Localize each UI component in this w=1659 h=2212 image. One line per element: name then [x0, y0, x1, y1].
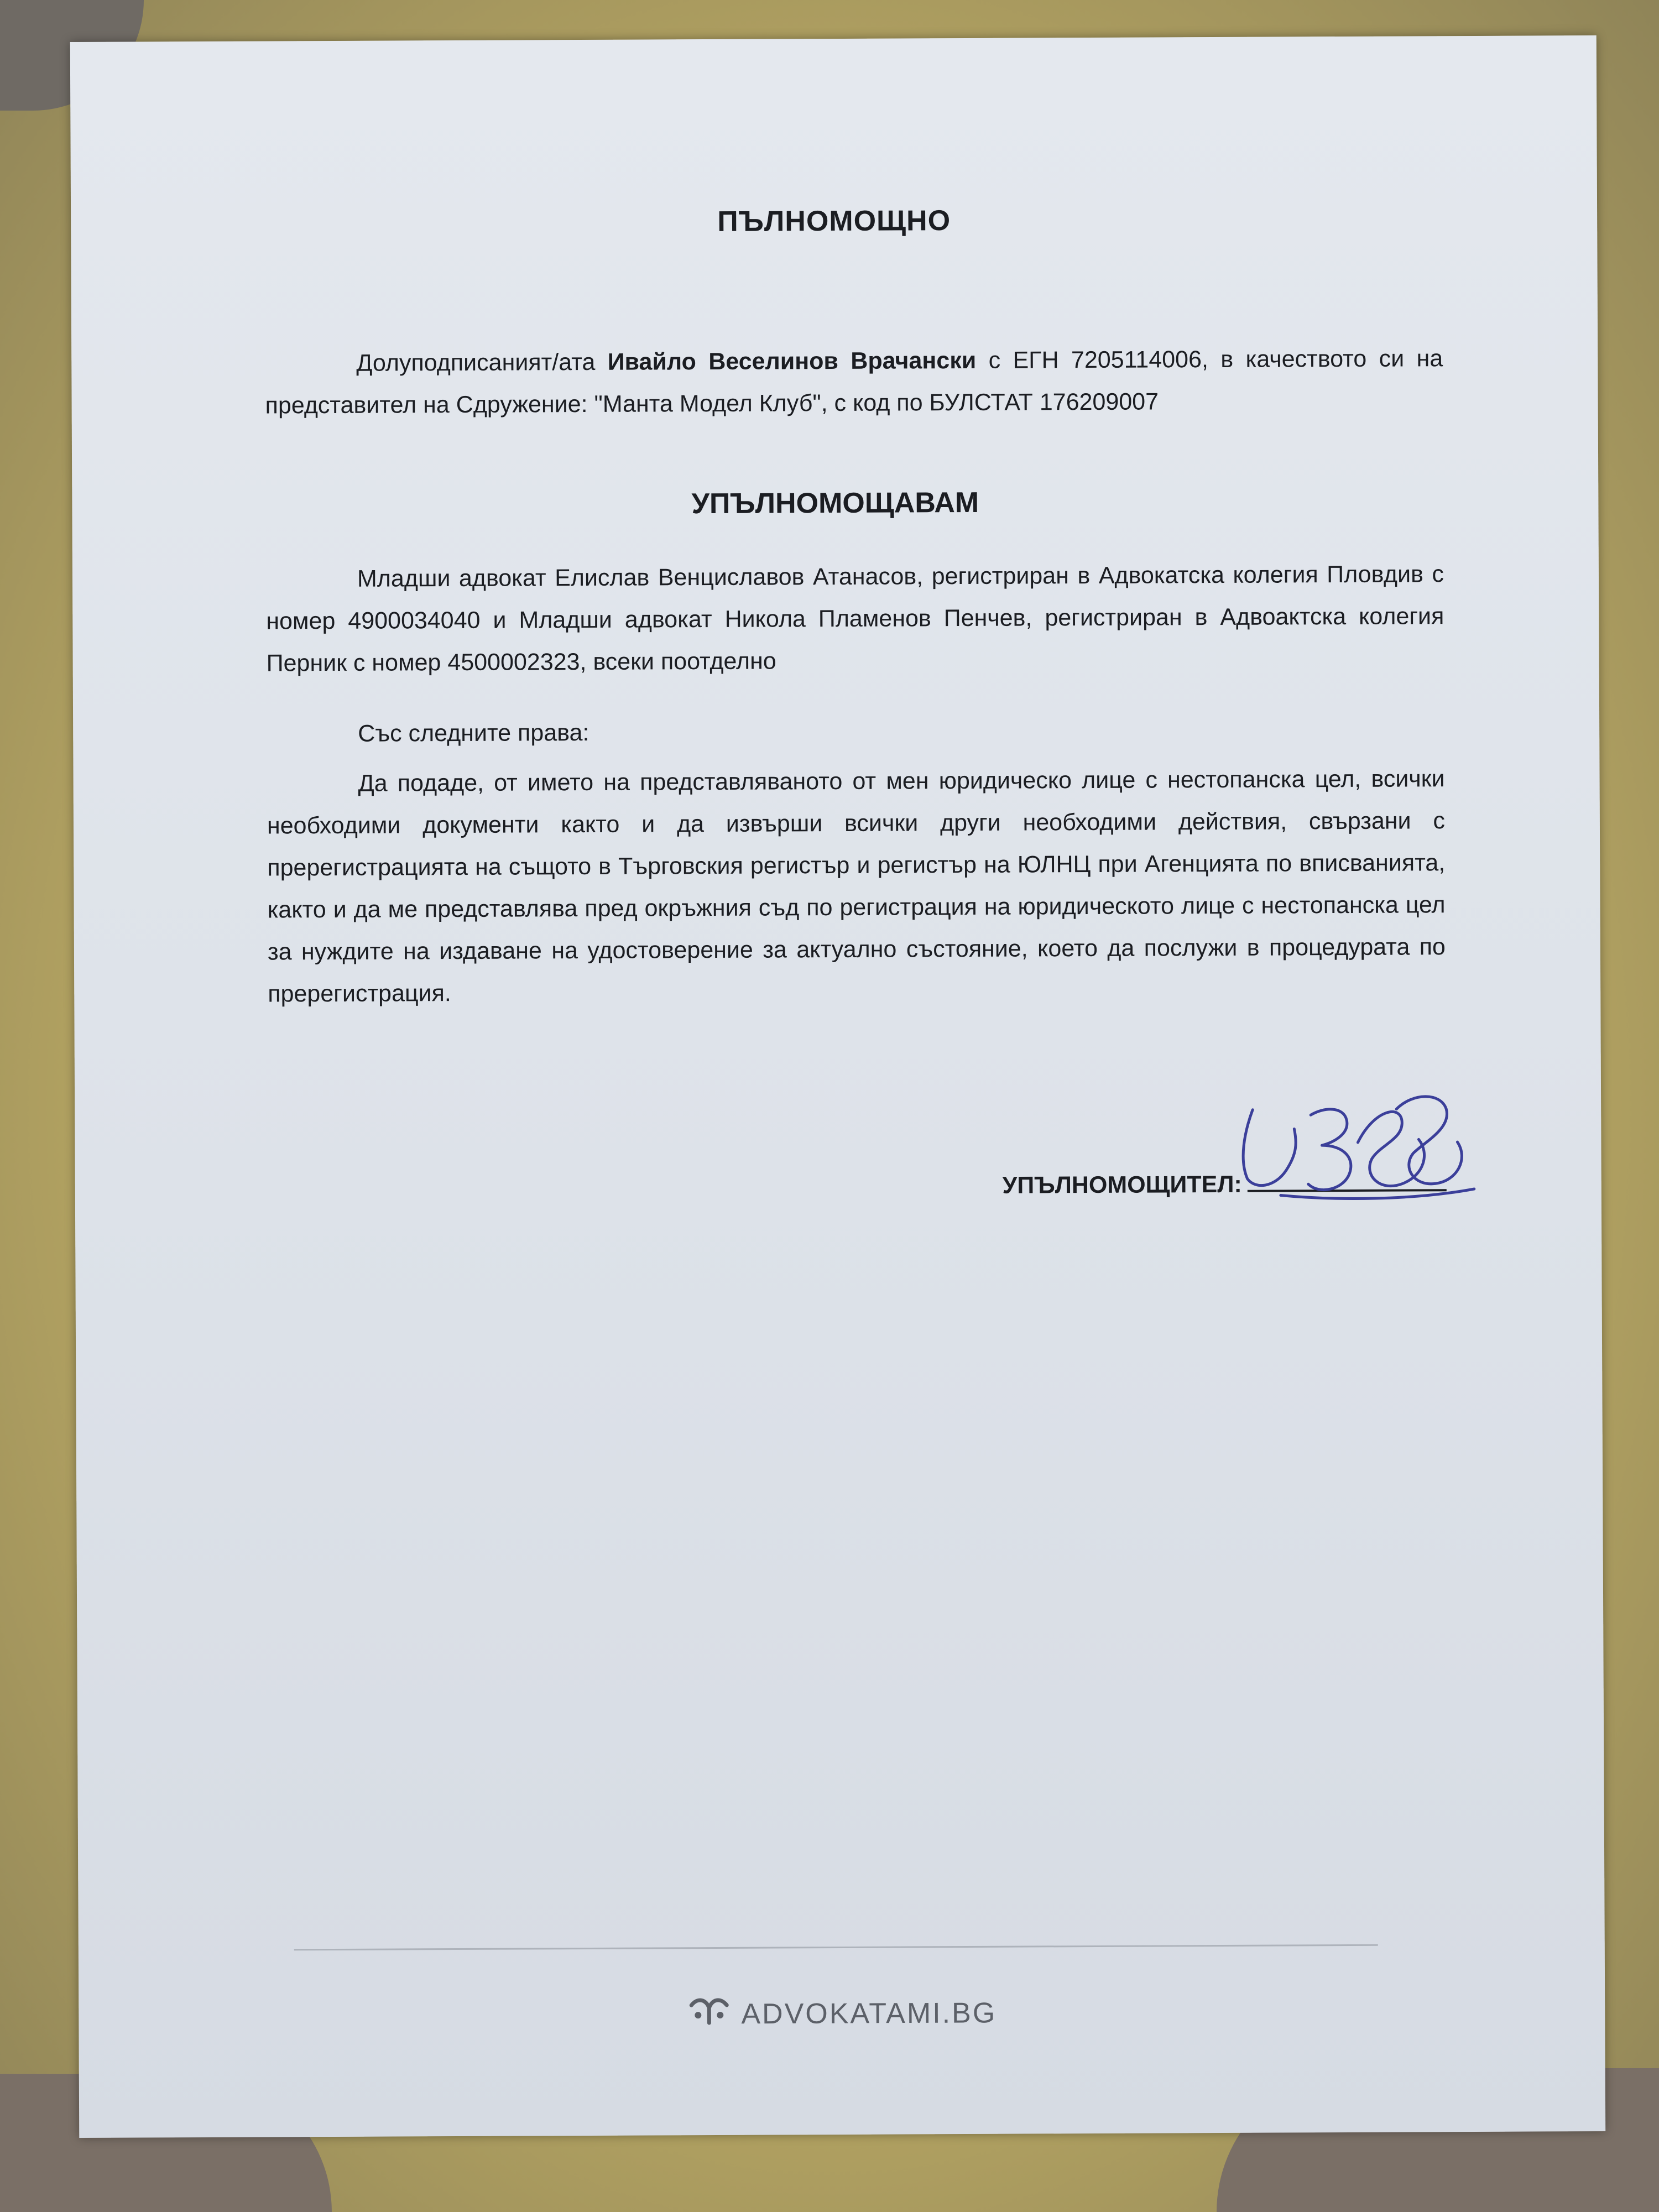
handwritten-signature: [1214, 1076, 1502, 1220]
rights-text: Да подаде, от името на представляваното от мен юридическо лице с нестопанска цел, всички необходими документи както и да извърши всички други необходими действия, свързани с пререгистрацията на същото в Търговския регистър и регистър на ЮЛНЦ при Агенцията по вписванията, както и да ме представлява пред окръжния съд по регистрация на юридическото лице с нестопанска цел за нуждите на издаване на удостоверение за актуално състояние, което да послужи в процедурата по пререгистрация.: [267, 765, 1446, 1008]
footer-divider: [294, 1944, 1378, 1951]
intro-paragraph: [265, 337, 1443, 426]
document-title: ПЪЛНОМОЩНО: [717, 205, 951, 238]
signature-label: УПЪЛНОМОЩИТЕЛ:: [1002, 1171, 1242, 1199]
authorization-heading: УПЪЛНОМОЩАВАМ: [691, 486, 979, 520]
authorized-text: Младши адвокат Елислав Венциславов Атанасов, регистриран в Адвокатска колегия Пловдив с номер 4900034040 и Младши адвокат Никола Пламенов Пенчев, регистриран в Адвоактска колегия Перник с номер 4500002323, всеки поотделно: [266, 561, 1444, 677]
principal-name: Ивайло Веселинов Врачански: [607, 347, 977, 375]
document-sheet: [70, 35, 1606, 2138]
advokatami-logo-icon: [687, 1994, 731, 2034]
intro-suffix: с ЕГН 7205114006, в качеството си на представител на Сдружение: "Манта Модел Клуб", с код по БУЛСТАТ 176209007: [265, 345, 1443, 419]
rights-label: Със следните права:: [358, 719, 589, 747]
footer-brand-text: ADVOKATAMI.BG: [741, 1997, 997, 2031]
rights-paragraph: [267, 758, 1446, 1015]
intro-prefix: Долуподписаният/ата: [356, 348, 596, 377]
footer-brand: [79, 1990, 1605, 2037]
rights-label-paragraph: [267, 708, 1444, 755]
authorized-paragraph: [266, 553, 1444, 684]
